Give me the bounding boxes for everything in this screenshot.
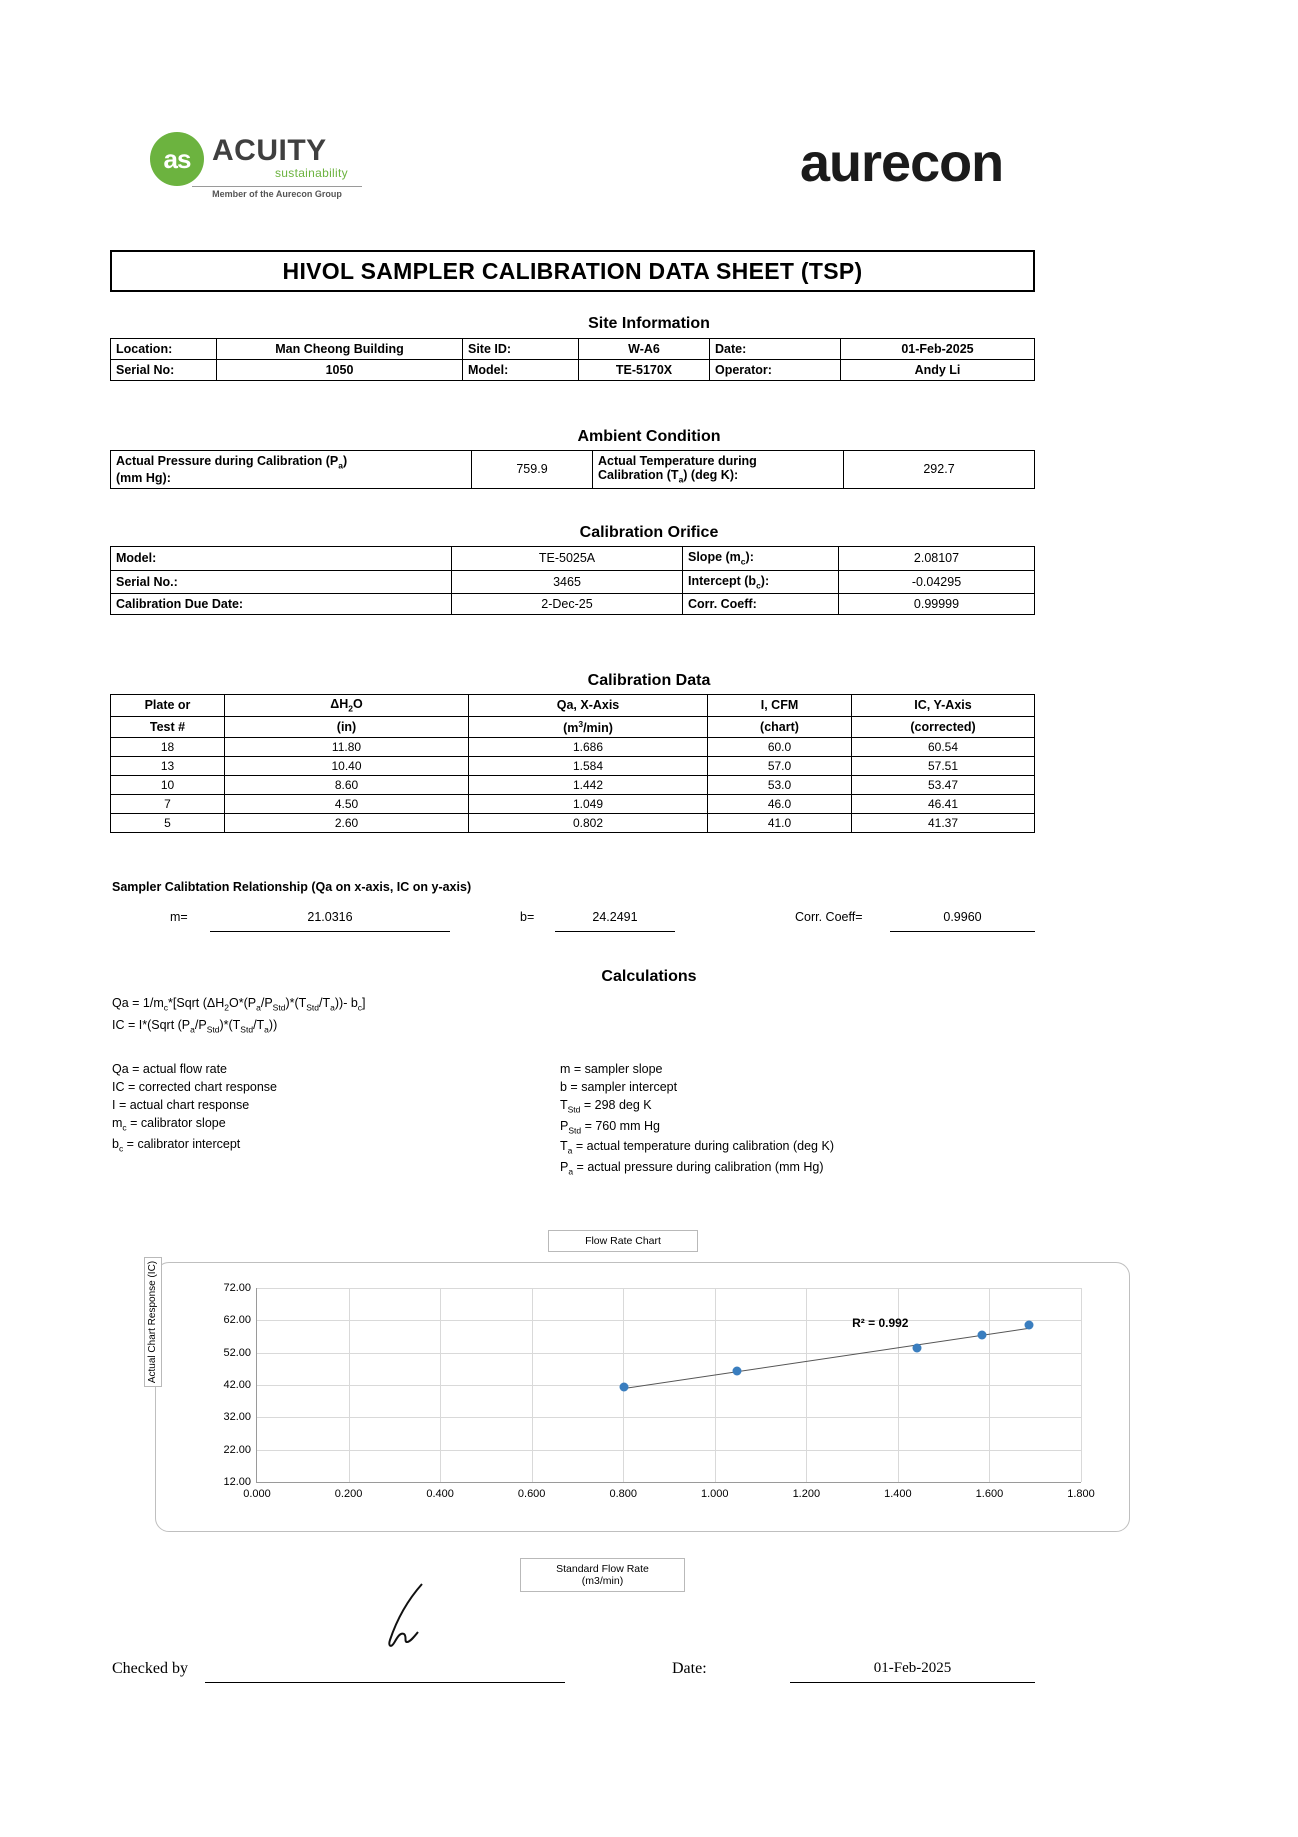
formula-qa-s2: 2	[224, 1002, 230, 1013]
chart-x-tick: 1.600	[975, 1488, 1004, 1500]
acuity-mark-icon: as	[150, 132, 204, 186]
table-row	[111, 813, 1035, 832]
chart-x-tick: 1.000	[701, 1488, 729, 1500]
intercept-label-sub: c	[756, 580, 761, 590]
chart-data-point	[913, 1343, 922, 1352]
table-row	[111, 775, 1035, 794]
chart-y-tick: 72.00	[223, 1282, 251, 1294]
chart-gridline-vertical	[532, 1288, 533, 1482]
flow-rate-chart	[147, 1260, 1130, 1532]
orifice-serial-label: Serial No.:	[111, 570, 452, 594]
col-dh2o-units: (in)	[225, 716, 469, 737]
formula-qa-p6: /T	[319, 996, 331, 1010]
chart-gridline-horizontal	[257, 1417, 1081, 1418]
chart-y-tick: 32.00	[223, 1411, 251, 1424]
cell-ic: 57.51	[852, 756, 1035, 775]
dh2o-sub: 2	[348, 703, 353, 714]
section-heading-caldata: Calibration Data	[587, 672, 711, 689]
orifice-model-label: Model:	[111, 547, 452, 571]
relationship-title: Sampler Calibtation Relationship (Qa on x-axis, IC on y-axis)	[112, 880, 472, 894]
formula-qa-s1: c	[163, 1002, 169, 1013]
formula-qa-s7: c	[357, 1002, 363, 1013]
orifice-corr-label: Corr. Coeff:	[683, 594, 839, 615]
chart-y-tick: 52.00	[223, 1346, 251, 1359]
table-row	[111, 570, 1035, 594]
operator-value: Andy Li	[841, 360, 1035, 381]
pressure-label-sub: a	[338, 460, 343, 471]
cell-dh2o: 2.60	[225, 813, 469, 832]
chart-x-tick: 1.800	[1067, 1488, 1095, 1500]
qa-units-sup: 3	[578, 718, 584, 729]
def-mc: $m_c$ = calibrator slope	[112, 1116, 226, 1133]
b-value: 24.2491	[592, 910, 638, 924]
cell-dh2o: 10.40	[225, 756, 469, 775]
chart-x-axis-label	[520, 1558, 685, 1592]
serial-value: 1050	[217, 360, 463, 381]
qa-units-text: (m	[563, 720, 579, 735]
aurecon-wordmark: aurecon	[800, 133, 1004, 193]
table-subheader-row	[111, 716, 1035, 737]
chart-data-point	[733, 1366, 742, 1375]
formula-qa	[112, 996, 366, 1013]
chart-gridline-vertical	[806, 1288, 807, 1482]
chart-data-point	[978, 1330, 987, 1339]
chart-y-tick: 12.00	[223, 1476, 251, 1488]
cell-plate: 18	[111, 737, 225, 756]
temp-label-line1: Actual Temperature during	[598, 454, 757, 468]
chart-plot-area	[223, 1282, 1095, 1500]
m-value: 21.0316	[307, 910, 353, 924]
formula-qa-s4: Std	[272, 1002, 286, 1013]
chart-data-point	[1024, 1321, 1033, 1330]
table-row	[111, 339, 1035, 360]
chart-gridline-vertical	[715, 1288, 716, 1482]
serial-label: Serial No:	[111, 360, 217, 381]
chart-gridline-horizontal	[257, 1288, 1081, 1289]
pressure-label-units: (mm Hg):	[116, 470, 171, 485]
chart-gridline-vertical	[440, 1288, 441, 1482]
chart-y-tick: 62.00	[223, 1314, 251, 1327]
col-qa-header: Qa, X-Axis	[469, 695, 708, 717]
def-pstd: $P_{Std} = 760$ mm Hg	[560, 1118, 660, 1135]
site-id-label: Site ID:	[463, 339, 579, 360]
acuity-tagline: sustainability	[275, 166, 348, 180]
definitions-left	[112, 1062, 277, 1153]
formula-qa-close: ]	[362, 996, 366, 1010]
formula-qa-p5: )*(T	[285, 996, 307, 1010]
section-heading-calculations: Calculations	[601, 968, 697, 985]
m-label: m=	[170, 910, 188, 924]
cell-ic: 60.54	[852, 737, 1035, 756]
intercept-label-text: Intercept (b	[688, 573, 757, 588]
chart-title: Flow Rate Chart	[548, 1230, 698, 1252]
col-icfm-units: (chart)	[708, 716, 852, 737]
cell-icfm: 57.0	[708, 756, 852, 775]
table-row	[111, 451, 1035, 489]
orifice-intercept-value: -0.04295	[839, 570, 1035, 594]
calibration-data-table	[110, 694, 1035, 833]
formula-qa-s5: Std	[306, 1002, 320, 1013]
operator-label: Operator:	[710, 360, 841, 381]
temp-label-line2: Calibration (T	[598, 468, 679, 482]
orifice-model-value: TE-5025A	[452, 547, 683, 571]
cell-icfm: 46.0	[708, 794, 852, 813]
calibration-orifice-table	[110, 546, 1035, 615]
slope-label-end: ):	[745, 550, 754, 564]
actual-temperature-value: 292.7	[844, 451, 1035, 489]
def-pa: $P_a$ = actual pressure during calibration (mm Hg)	[560, 1159, 824, 1176]
orifice-due-value: 2-Dec-25	[452, 594, 683, 615]
orifice-corr-value: 0.99999	[839, 594, 1035, 615]
intercept-label-end: ):	[760, 573, 770, 588]
table-row	[111, 547, 1035, 571]
cell-icfm: 53.0	[708, 775, 852, 794]
actual-pressure-value: 759.9	[472, 451, 593, 489]
cell-qa: 1.584	[469, 756, 708, 775]
def-tstd: $T_{Std} = 298$ deg K	[560, 1098, 652, 1115]
model-value: TE-5170X	[579, 360, 710, 381]
table-row	[111, 360, 1035, 381]
chart-x-axis-label-line1: Standard Flow Rate	[556, 1563, 649, 1575]
footer-date-label: Date:	[672, 1660, 707, 1677]
col-test-subheader: Test #	[111, 716, 225, 737]
pressure-label-text: Actual Pressure during Calibration (P	[116, 454, 339, 468]
chart-r2-annotation: R² = 0.992	[852, 1316, 909, 1331]
acuity-wordmark: ACUITY	[212, 134, 327, 167]
chart-gridline-vertical	[349, 1288, 350, 1482]
section-heading-site: Site Information	[588, 315, 710, 332]
chart-gridline-horizontal	[257, 1450, 1081, 1451]
b-label: b=	[520, 910, 535, 924]
slope-label-sub: c	[740, 556, 746, 567]
formula-qa-s3: a	[256, 1002, 261, 1013]
orifice-due-label: Calibration Due Date:	[111, 594, 452, 615]
chart-y-tick: 42.00	[223, 1379, 251, 1391]
chart-x-axis-label-line2: (m3/min)	[581, 1575, 624, 1587]
corr-coeff-value: 0.9960	[943, 910, 982, 924]
cell-plate: 10	[111, 775, 225, 794]
col-ic-units: (corrected)	[852, 716, 1035, 737]
site-information-table	[110, 338, 1035, 381]
footer-date-line	[790, 1682, 1035, 1683]
def-m: m = sampler slope	[560, 1062, 663, 1076]
table-row	[111, 594, 1035, 615]
actual-pressure-label: Actual Pressure during Calibration $(P_a)$ (mm Hg):	[111, 451, 472, 489]
formula-qa-p2: *[Sqrt (ΔH	[168, 996, 225, 1010]
col-dh2o-header	[225, 695, 469, 717]
formula-ic: IC = I*(Sqrt $(P_a/P_{Std})*(T_{Std}/T_a)$)	[112, 1018, 278, 1035]
date-label: Date:	[710, 339, 841, 360]
corr-coeff-underline	[890, 931, 1035, 932]
chart-gridline-vertical	[989, 1288, 990, 1482]
chart-x-tick: 0.800	[609, 1488, 637, 1500]
m-underline	[210, 931, 450, 932]
definitions-right	[560, 1062, 834, 1176]
cell-icfm: 60.0	[708, 737, 852, 756]
cell-dh2o: 8.60	[225, 775, 469, 794]
col-icfm-header: I, CFM	[708, 695, 852, 717]
dh2o-text: ΔH	[330, 697, 349, 711]
location-value: Man Cheong Building	[217, 339, 463, 360]
orifice-serial-value: 3465	[452, 570, 683, 594]
def-ta: $T_a$ = actual temperature during calibration (deg K)	[560, 1139, 834, 1156]
def-bc: $b_c$ = calibrator intercept	[112, 1136, 241, 1153]
qa-units-end: /min)	[583, 720, 613, 735]
formula-qa-p3: O*(P	[229, 996, 257, 1010]
orifice-slope-label	[683, 547, 839, 571]
chart-trendline	[624, 1328, 1029, 1389]
section-heading-orifice: Calibration Orifice	[579, 524, 719, 541]
cell-plate: 5	[111, 813, 225, 832]
orifice-intercept-label	[683, 570, 839, 594]
chart-x-tick: 1.400	[884, 1488, 912, 1500]
footer-date-value: 01-Feb-2025	[873, 1660, 952, 1676]
formula-qa-p7: ))- b	[334, 996, 358, 1010]
formula-qa-p4: /P	[260, 996, 273, 1010]
cell-ic: 46.41	[852, 794, 1035, 813]
location-label: Location:	[111, 339, 217, 360]
col-plate-header: Plate or	[111, 695, 225, 717]
table-row	[111, 756, 1035, 775]
def-b: b = sampler intercept	[560, 1080, 678, 1094]
cell-plate: 7	[111, 794, 225, 813]
temp-label-sub: a	[678, 474, 684, 485]
ambient-condition-table	[110, 450, 1035, 489]
slope-label-text: Slope (m	[688, 550, 741, 564]
cell-qa: 1.442	[469, 775, 708, 794]
col-qa-units	[469, 716, 708, 737]
acuity-member-note: Member of the Aurecon Group	[192, 186, 362, 199]
chart-x-tick: 0.600	[517, 1488, 546, 1500]
table-header-row	[111, 695, 1035, 717]
def-ic: IC = corrected chart response	[112, 1080, 278, 1094]
chart-y-tick: 22.00	[223, 1443, 251, 1456]
signature	[360, 1582, 470, 1652]
logo-row	[0, 130, 1298, 220]
def-qa: Qa = actual flow rate	[112, 1062, 227, 1076]
page-title-text: HIVOL SAMPLER CALIBRATION DATA SHEET (TSP)	[282, 257, 863, 284]
cell-ic: 41.37	[852, 813, 1035, 832]
chart-gridline-horizontal	[257, 1320, 1081, 1321]
chart-x-tick: 1.200	[792, 1488, 821, 1500]
chart-x-tick: 0.400	[426, 1488, 454, 1500]
cell-qa: 1.686	[469, 737, 708, 756]
chart-x-tick: 0.200	[334, 1488, 363, 1500]
checked-by-label: Checked by	[112, 1660, 188, 1677]
cell-plate: 13	[111, 756, 225, 775]
corr-coeff-label: Corr. Coeff=	[795, 910, 863, 924]
acuity-logo	[150, 130, 370, 210]
model-label: Model:	[463, 360, 579, 381]
page-title	[110, 250, 1035, 292]
chart-data-point	[620, 1383, 629, 1392]
section-heading-ambient: Ambient Condition	[577, 428, 721, 445]
cell-qa: 1.049	[469, 794, 708, 813]
date-value: 01-Feb-2025	[841, 339, 1035, 360]
col-ic-header: IC, Y-Axis	[852, 695, 1035, 717]
table-row	[111, 794, 1035, 813]
temp-label-units: ) (deg K):	[683, 468, 739, 482]
cell-ic: 53.47	[852, 775, 1035, 794]
chart-gridline-horizontal	[257, 1353, 1081, 1354]
cell-icfm: 41.0	[708, 813, 852, 832]
aurecon-logo	[800, 134, 1003, 192]
cell-dh2o: 4.50	[225, 794, 469, 813]
formula-qa-s6: a	[330, 1002, 335, 1013]
cell-qa: 0.802	[469, 813, 708, 832]
formula-qa-p1: Qa = 1/m	[112, 996, 164, 1010]
orifice-slope-value: 2.08107	[839, 547, 1035, 571]
dh2o-end: O	[353, 697, 363, 711]
site-id-value: W-A6	[579, 339, 710, 360]
chart-y-axis-label: Actual Chart Response (IC)	[144, 1257, 162, 1387]
chart-gridline-horizontal	[257, 1385, 1081, 1386]
def-i: I = actual chart response	[112, 1098, 250, 1112]
checked-by-line	[205, 1682, 565, 1683]
chart-x-tick: 0.000	[243, 1488, 271, 1500]
table-row	[111, 737, 1035, 756]
chart-gridline-vertical	[1081, 1288, 1082, 1482]
b-underline	[555, 931, 675, 932]
actual-temperature-label	[593, 451, 844, 489]
cell-dh2o: 11.80	[225, 737, 469, 756]
